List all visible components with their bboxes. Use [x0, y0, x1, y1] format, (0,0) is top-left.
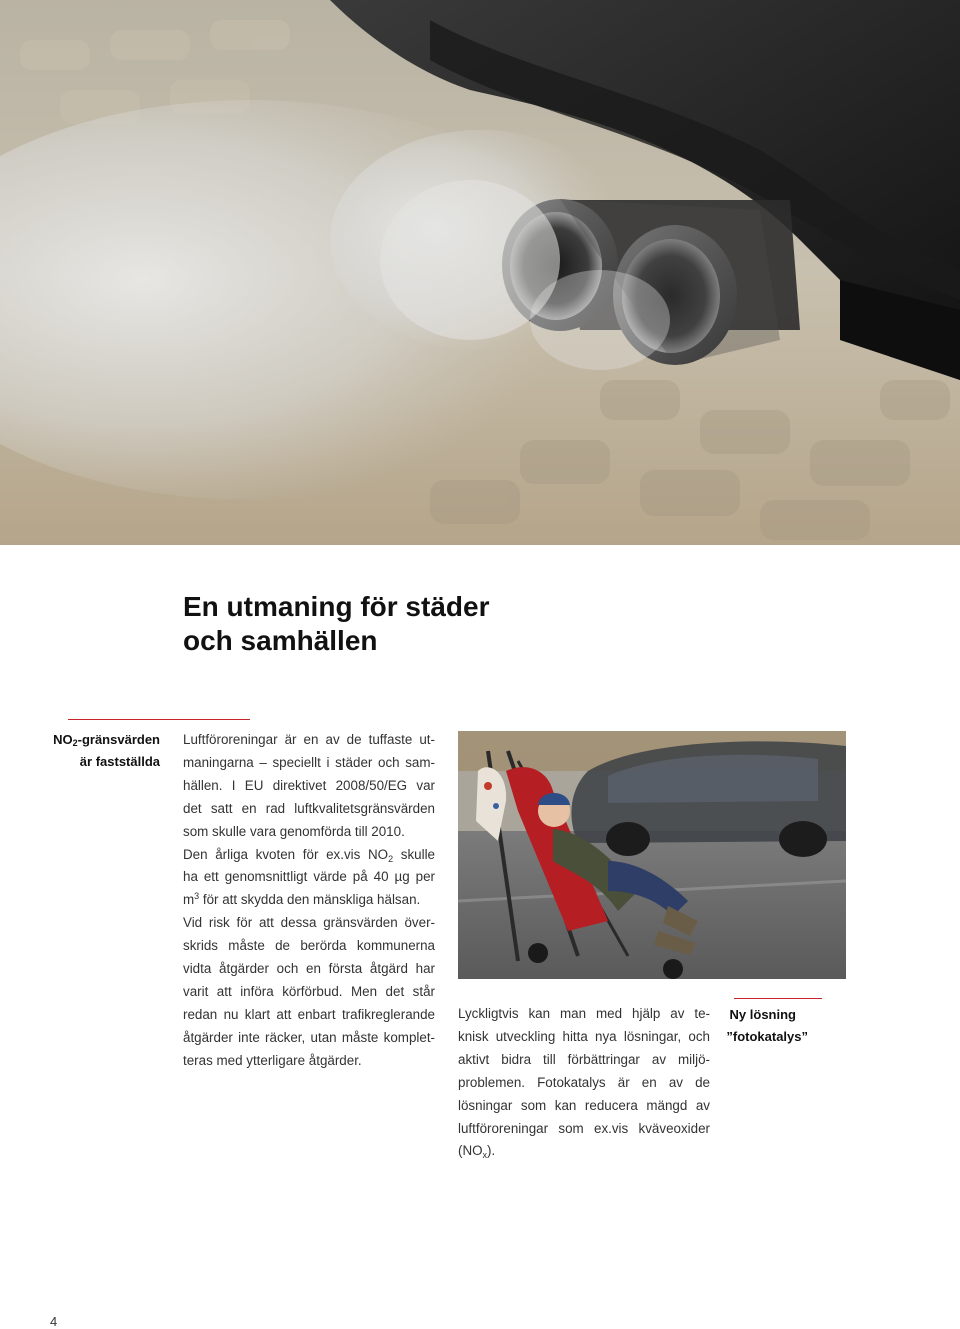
sidebar-left-line-1: $NO_2$-gränsvärden: [53, 732, 160, 748]
text-line: Vid risk för att dessa gränsvärden över-: [183, 915, 435, 931]
page-number: 4: [50, 1314, 58, 1329]
text-line: knisk utveckling hitta nya lösningar, och: [458, 1028, 710, 1044]
divider-left: [68, 719, 250, 720]
text-line: $(NO_x)$.: [458, 1143, 496, 1161]
text-line: redan nu klart att enbart trafikreglerande: [183, 1006, 435, 1022]
text-line: Den årliga kvoten för ex.vis $NO_2$ skulle: [183, 846, 435, 864]
hero-photo-exhaust: [0, 0, 960, 545]
text-line: ha ett genomsnittligt värde på 40 µg per: [183, 869, 435, 885]
divider-right: [734, 998, 822, 999]
text-line: det satt en rad luftkvalitetsgränsvärden: [183, 800, 435, 816]
title-line-2: och samhällen: [183, 625, 378, 656]
photo-stroller: [458, 731, 846, 979]
title-line-1: En utmaning för städer: [183, 591, 490, 622]
text-line: luftföroreningar som ex.vis kväveoxider: [458, 1120, 710, 1136]
text-line: som skulle vara genomförda till 2010.: [183, 823, 405, 839]
text-line: Luftföroreningar är en av de tuffaste ut-: [183, 732, 435, 747]
text-line: Lyckligtvis kan man med hjälp av te-: [458, 1006, 710, 1021]
body-text-left: [183, 729, 435, 1073]
text-line: vidta åtgärder och en första åtgärd har: [183, 961, 435, 977]
text-line: hällen. I EU direktivet 2008/50/EG var: [183, 777, 435, 793]
text-line: åtgärder inte räcker, utan måste komplet-: [183, 1029, 435, 1045]
text-line: maningarna – speciellt i städer och sam-: [183, 754, 435, 770]
text-line: varit att införa körförbud. Men det står: [183, 983, 435, 999]
text-line: problemen. Fotokatalys är en av de: [458, 1074, 710, 1090]
text-line: lösningar som kan reducera mängd av: [458, 1097, 710, 1113]
text-line: aktivt bidra till förbättringar av miljö-: [458, 1051, 710, 1067]
sidebar-heading-limits: [40, 729, 160, 773]
sidebar-right-line-1: Ny lösning: [729, 1007, 796, 1022]
text-line: teras med ytterligare åtgärder.: [183, 1052, 362, 1068]
body-text-right: [458, 1003, 710, 1163]
sidebar-left-line-2: är fastställda: [79, 754, 160, 769]
page-title: [183, 590, 703, 658]
text-line: $m^3$ för att skydda den mänskliga hälsan.: [183, 891, 421, 908]
sidebar-right-line-2: ”fotokatalys”: [726, 1029, 808, 1044]
text-line: skrids måste de berörda kommunerna: [183, 938, 435, 954]
sidebar-heading-new-solution: [690, 1004, 830, 1048]
